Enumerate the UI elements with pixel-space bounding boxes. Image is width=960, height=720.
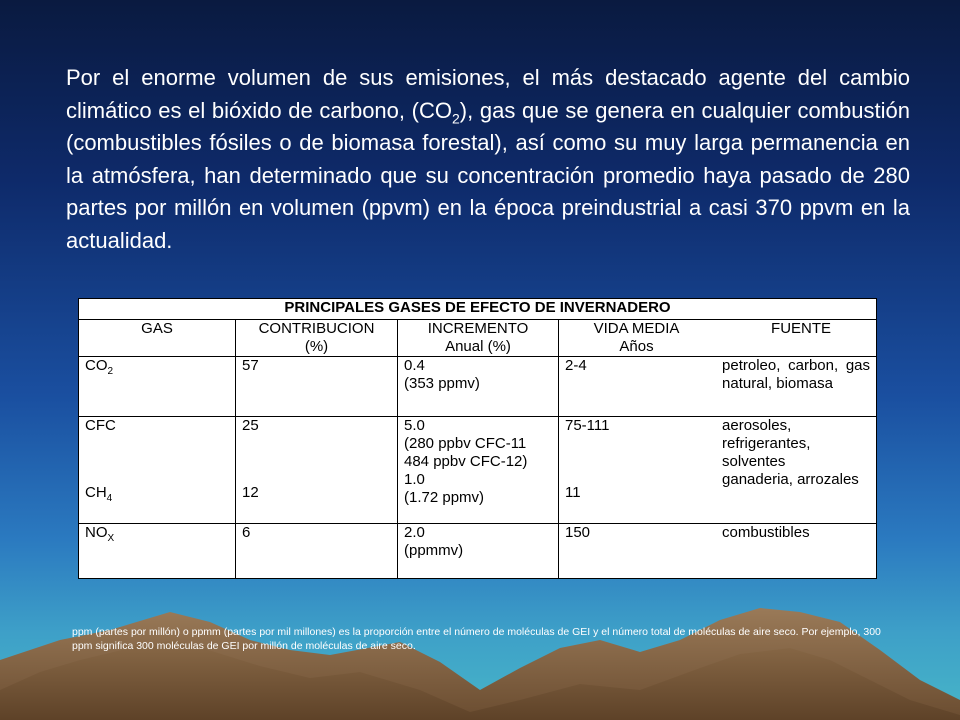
table-title: PRINCIPALES GASES DE EFECTO DE INVERNADERO: [79, 299, 877, 320]
cell-vida-media-co2: 2-4: [565, 357, 587, 374]
cell-incremento-cfc-ch4: 5.0 (280 ppbv CFC-11 484 ppbv CFC-12) 1.0 (1.72 ppmv): [398, 417, 559, 524]
table-title-row: [79, 299, 877, 320]
greenhouse-gases-table: [78, 298, 877, 579]
table-row: [79, 417, 877, 524]
header-vida-media-unit: Años: [619, 338, 654, 355]
cell-fuente-nox: combustibles: [722, 524, 810, 541]
cell-incremento-co2: 0.4 (353 ppmv): [398, 357, 559, 417]
intro-text-part2: ), gas que se genera en cualquier combustión (combustibles fósiles o de biomasa forestal), así como su muy larga permanencia en la atmósfera, han determinado que su concentración promedio haya pasado de 280 partes por millón en volumen (ppvm) en la época preindustrial a casi 370 ppvm en la actualidad.: [66, 97, 910, 253]
cell-vida-fuente-nox: [559, 524, 877, 579]
cell-contribucion-nox: 6: [236, 524, 398, 579]
cell-fuente-cfc-ch4: aerosoles, refrigerantes, solventes ganaderia, arrozales: [722, 417, 859, 488]
cell-gas-cfc-ch4: CFC $CH_4$: [79, 417, 236, 524]
cell-vida-fuente-cfc-ch4: [559, 417, 877, 524]
header-incremento-unit: Anual (%): [445, 338, 511, 355]
cell-incremento-nox: 2.0 (ppmmv): [398, 524, 559, 579]
header-incremento: INCREMENTO Anual (%): [398, 320, 559, 357]
cell-fuente-co2: petroleo, carbon, gas natural, biomasa: [722, 357, 871, 392]
cell-contribucion-cfc-ch4: 25 12: [236, 417, 398, 524]
header-fuente: FUENTE: [771, 320, 832, 337]
header-vida-media: VIDA MEDIA Años: [593, 320, 680, 355]
footnote: ppm (partes por millón) o ppmm (partes por mil millones) es la proporción entre el número de moléculas de GEI y el número total de moléculas de aire seco. Por ejemplo, 300 ppm significa 300 moléculas de GEI por millón de moléculas de aire seco.: [72, 626, 881, 652]
table-header-row: [79, 320, 877, 357]
header-vida-fuente: [559, 320, 877, 357]
cell-gas-co2: $CO_2$: [79, 357, 236, 417]
header-contribucion: CONTRIBUCION (%): [236, 320, 398, 357]
header-gas: GAS: [79, 320, 236, 357]
cell-vida-media-nox: 150: [565, 524, 591, 541]
intro-paragraph: [66, 62, 910, 257]
header-contribucion-unit: (%): [304, 338, 329, 355]
intro-subscript: 2: [452, 109, 460, 126]
cell-gas-nox: $NO_X$: [79, 524, 236, 579]
cell-vida-fuente-co2: [559, 357, 877, 417]
intro-text-part1: Por el enorme volumen de sus emisiones, el más destacado agente del cambio climático es el bióxido de carbono, (CO: [66, 65, 910, 123]
cell-vida-media-cfc-ch4: 75-111 11: [565, 417, 610, 501]
table-row: [79, 524, 877, 579]
table-row: [79, 357, 877, 417]
cell-contribucion-co2: 57: [236, 357, 398, 417]
